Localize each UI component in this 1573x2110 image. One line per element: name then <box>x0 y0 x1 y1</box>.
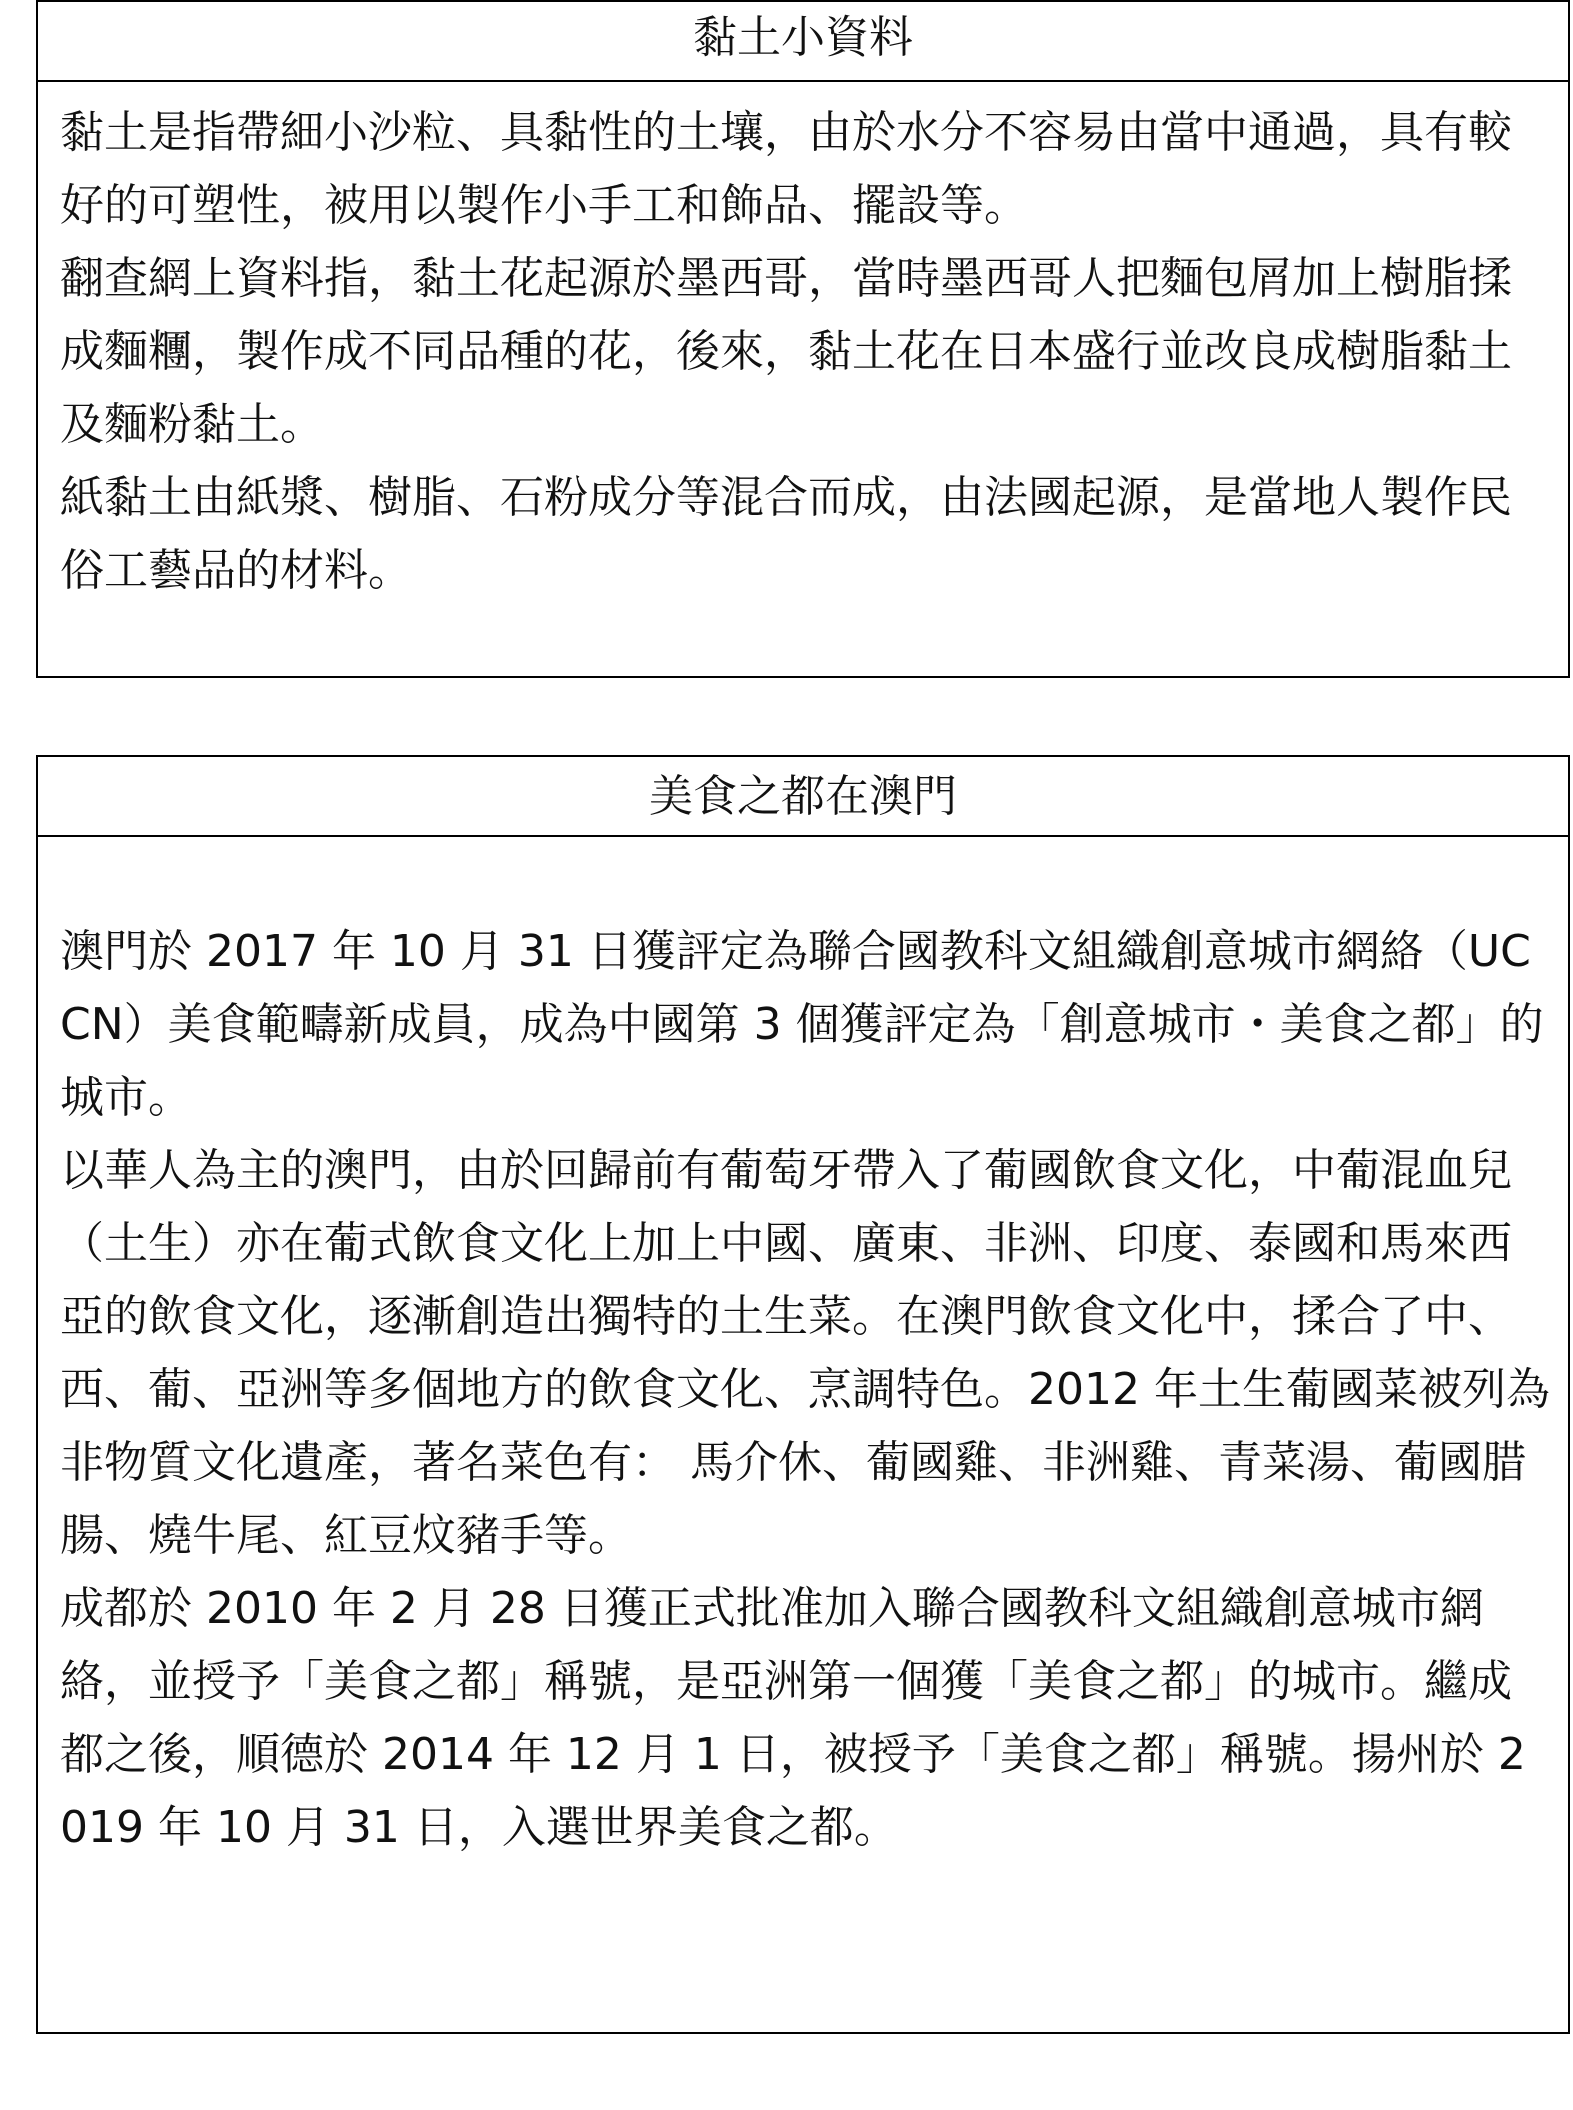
clay-paragraph-3: 紙黏土由紙漿、樹脂、石粉成分等混合而成，由法國起源，是當地人製作民俗工藝品的材料。 <box>60 472 1512 596</box>
clay-paragraph-2: 翻查網上資料指，黏土花起源於墨西哥，當時墨西哥人把麵包屑加上樹脂揉成麵糰，製作成不同品種的花，後來，黏土花在日本盛行並改良成樹脂黏土及麵粉黏土。 <box>60 253 1512 450</box>
clay-info-title: 黏土小資料 <box>38 2 1568 82</box>
clay-info-box <box>36 0 1570 678</box>
gastronomy-box <box>36 755 1570 2034</box>
gastronomy-body <box>38 837 1568 1864</box>
gastronomy-paragraph-3: 成都於 2010 年 2 月 28 日獲正式批准加入聯合國教科文組織創意城市網絡，並授予「美食之都」稱號，是亞洲第一個獲「美食之都」的城市。繼成都之後，順德於 2014 年 12 月 1 日，被授予「美食之都」稱號。揚州於 2019 年 10 月 31 日，入選世界美食之都。 <box>60 1583 1526 1853</box>
clay-paragraph-1: 黏土是指帶細小沙粒、具黏性的土壤，由於水分不容易由當中通過，具有較好的可塑性，被用以製作小手工和飾品、擺設等。 <box>60 107 1512 231</box>
clay-info-body <box>38 82 1568 607</box>
gastronomy-title: 美食之都在澳門 <box>38 757 1568 837</box>
gastronomy-paragraph-1: 澳門於 2017 年 10 月 31 日獲評定為聯合國教科文組織創意城市網絡（UCCN）美食範疇新成員，成為中國第 3 個獲評定為「創意城市・美食之都」的城市。 <box>60 926 1544 1123</box>
gastronomy-paragraph-2: 以華人為主的澳門，由於回歸前有葡萄牙帶入了葡國飲食文化，中葡混血兒（土生）亦在葡式飲食文化上加上中國、廣東、非洲、印度、泰國和馬來西亞的飲食文化，逐漸創造出獨特的土生菜。在澳門飲食文化中，揉合了中、西、葡、亞洲等多個地方的飲食文化、烹調特色。2012 年土生葡國菜被列為非物質文化遺產，著名菜色有： 馬介休、葡國雞、非洲雞、青菜湯、葡國腊腸、燒牛尾、紅豆炆豬手等。 <box>60 1145 1550 1561</box>
